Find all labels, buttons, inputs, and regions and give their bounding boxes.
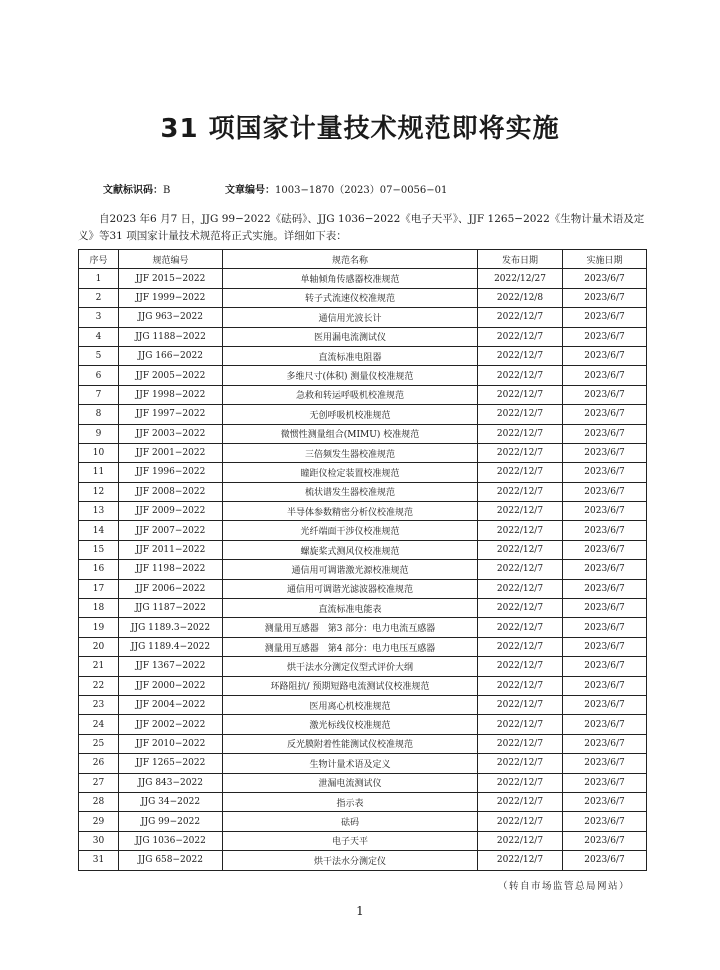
cell-seq: 27 bbox=[79, 773, 119, 792]
cell-seq: 22 bbox=[79, 676, 119, 695]
cell-code: JJG 963−2022 bbox=[119, 308, 223, 327]
table-row bbox=[79, 657, 647, 676]
cell-publish-date: 2022/12/7 bbox=[478, 502, 563, 521]
cell-seq: 6 bbox=[79, 366, 119, 385]
article-meta bbox=[103, 181, 448, 196]
cell-seq: 1 bbox=[79, 269, 119, 288]
cell-seq: 20 bbox=[79, 637, 119, 656]
cell-seq: 8 bbox=[79, 405, 119, 424]
cell-seq: 14 bbox=[79, 521, 119, 540]
cell-effective-date: 2023/6/7 bbox=[563, 851, 647, 870]
cell-seq: 24 bbox=[79, 715, 119, 734]
cell-publish-date: 2022/12/7 bbox=[478, 657, 563, 676]
cell-code: JJF 2004−2022 bbox=[119, 695, 223, 714]
table-row bbox=[79, 540, 647, 559]
cell-seq: 31 bbox=[79, 851, 119, 870]
table-row bbox=[79, 560, 647, 579]
cell-publish-date: 2022/12/7 bbox=[478, 463, 563, 482]
cell-seq: 3 bbox=[79, 308, 119, 327]
intro-text: 自2023 年6 月7 日，JJG 99−2022《砝码》、JJG 1036−2022《电子天平》、JJF 1265−2022《生物计量术语及定义》等31 项国家计量技术规范将正式实施。详细如下表： bbox=[78, 213, 645, 242]
cell-code: JJF 1999−2022 bbox=[119, 288, 223, 307]
cell-code: JJG 1188−2022 bbox=[119, 327, 223, 346]
table-row bbox=[79, 521, 647, 540]
cell-effective-date: 2023/6/7 bbox=[563, 385, 647, 404]
cell-name: 电子天平 bbox=[223, 831, 478, 850]
cell-seq: 12 bbox=[79, 482, 119, 501]
table-row bbox=[79, 715, 647, 734]
table-row bbox=[79, 424, 647, 443]
table-row bbox=[79, 482, 647, 501]
table-body bbox=[79, 269, 647, 870]
cell-code: JJG 843−2022 bbox=[119, 773, 223, 792]
table-row bbox=[79, 405, 647, 424]
table-row bbox=[79, 792, 647, 811]
cell-publish-date: 2022/12/7 bbox=[478, 734, 563, 753]
cell-seq: 16 bbox=[79, 560, 119, 579]
cell-publish-date: 2022/12/7 bbox=[478, 327, 563, 346]
cell-name: 泄漏电流测试仪 bbox=[223, 773, 478, 792]
table-row bbox=[79, 695, 647, 714]
cell-seq: 9 bbox=[79, 424, 119, 443]
cell-name: 指示表 bbox=[223, 792, 478, 811]
cell-name: 通信用可调谐激光源校准规范 bbox=[223, 560, 478, 579]
cell-seq: 15 bbox=[79, 540, 119, 559]
cell-code: JJF 2015−2022 bbox=[119, 269, 223, 288]
cell-name: 环路阻抗/ 预期短路电流测试仪校准规范 bbox=[223, 676, 478, 695]
cell-effective-date: 2023/6/7 bbox=[563, 579, 647, 598]
cell-seq: 17 bbox=[79, 579, 119, 598]
cell-effective-date: 2023/6/7 bbox=[563, 482, 647, 501]
table-row bbox=[79, 366, 647, 385]
cell-code: JJF 1997−2022 bbox=[119, 405, 223, 424]
cell-effective-date: 2023/6/7 bbox=[563, 792, 647, 811]
cell-publish-date: 2022/12/7 bbox=[478, 773, 563, 792]
cell-publish-date: 2022/12/7 bbox=[478, 521, 563, 540]
cell-effective-date: 2023/6/7 bbox=[563, 599, 647, 618]
cell-effective-date: 2023/6/7 bbox=[563, 443, 647, 462]
cell-seq: 25 bbox=[79, 734, 119, 753]
article-number-value: 1003−1870（2023）07−0056−01 bbox=[275, 185, 448, 196]
cell-effective-date: 2023/6/7 bbox=[563, 754, 647, 773]
cell-name: 瞳距仪检定装置校准规范 bbox=[223, 463, 478, 482]
cell-effective-date: 2023/6/7 bbox=[563, 773, 647, 792]
table-row bbox=[79, 734, 647, 753]
cell-name: 梳状谱发生器校准规范 bbox=[223, 482, 478, 501]
cell-publish-date: 2022/12/7 bbox=[478, 637, 563, 656]
cell-name: 反光膜附着性能测试仪校准规范 bbox=[223, 734, 478, 753]
table-row bbox=[79, 288, 647, 307]
table-row bbox=[79, 308, 647, 327]
article-number bbox=[225, 181, 447, 196]
cell-effective-date: 2023/6/7 bbox=[563, 424, 647, 443]
cell-name: 测量用互感器 第4 部分：电力电压互感器 bbox=[223, 637, 478, 656]
table-row bbox=[79, 618, 647, 637]
cell-publish-date: 2022/12/7 bbox=[478, 405, 563, 424]
cell-publish-date: 2022/12/7 bbox=[478, 851, 563, 870]
cell-name: 医用离心机校准规范 bbox=[223, 695, 478, 714]
cell-name: 多维尺寸(体积) 测量仪校准规范 bbox=[223, 366, 478, 385]
cell-seq: 23 bbox=[79, 695, 119, 714]
cell-seq: 19 bbox=[79, 618, 119, 637]
cell-publish-date: 2022/12/7 bbox=[478, 385, 563, 404]
cell-name: 激光标线仪校准规范 bbox=[223, 715, 478, 734]
cell-effective-date: 2023/6/7 bbox=[563, 676, 647, 695]
cell-publish-date: 2022/12/7 bbox=[478, 346, 563, 365]
table-row bbox=[79, 637, 647, 656]
article-title: 31 项国家计量技术规范即将实施 bbox=[160, 114, 560, 144]
doc-id-value: B bbox=[163, 185, 171, 196]
cell-name: 直流标准电阻器 bbox=[223, 346, 478, 365]
cell-seq: 13 bbox=[79, 502, 119, 521]
cell-publish-date: 2022/12/7 bbox=[478, 540, 563, 559]
cell-seq: 30 bbox=[79, 831, 119, 850]
cell-publish-date: 2022/12/7 bbox=[478, 308, 563, 327]
cell-code: JJF 2010−2022 bbox=[119, 734, 223, 753]
cell-publish-date: 2022/12/7 bbox=[478, 579, 563, 598]
cell-effective-date: 2023/6/7 bbox=[563, 521, 647, 540]
cell-code: JJF 2006−2022 bbox=[119, 579, 223, 598]
table-row bbox=[79, 385, 647, 404]
cell-seq: 28 bbox=[79, 792, 119, 811]
table-row bbox=[79, 831, 647, 850]
table-row bbox=[79, 812, 647, 831]
cell-name: 测量用互感器 第3 部分：电力电流互感器 bbox=[223, 618, 478, 637]
cell-publish-date: 2022/12/7 bbox=[478, 443, 563, 462]
cell-name: 生物计量术语及定义 bbox=[223, 754, 478, 773]
header-name: 规范名称 bbox=[223, 250, 478, 269]
cell-publish-date: 2022/12/7 bbox=[478, 715, 563, 734]
cell-effective-date: 2023/6/7 bbox=[563, 657, 647, 676]
cell-publish-date: 2022/12/7 bbox=[478, 792, 563, 811]
doc-id-label: 文献标识码： bbox=[103, 185, 163, 196]
table-row bbox=[79, 676, 647, 695]
cell-effective-date: 2023/6/7 bbox=[563, 269, 647, 288]
cell-seq: 4 bbox=[79, 327, 119, 346]
standards-table bbox=[78, 249, 647, 871]
cell-name: 烘干法水分测定仪型式评价大纲 bbox=[223, 657, 478, 676]
cell-name: 光纤端面干涉仪校准规范 bbox=[223, 521, 478, 540]
cell-name: 通信用可调谐光滤波器校准规范 bbox=[223, 579, 478, 598]
cell-name: 烘干法水分测定仪 bbox=[223, 851, 478, 870]
cell-effective-date: 2023/6/7 bbox=[563, 405, 647, 424]
cell-effective-date: 2023/6/7 bbox=[563, 715, 647, 734]
cell-effective-date: 2023/6/7 bbox=[563, 540, 647, 559]
cell-effective-date: 2023/6/7 bbox=[563, 502, 647, 521]
cell-seq: 2 bbox=[79, 288, 119, 307]
cell-name: 通信用光波长计 bbox=[223, 308, 478, 327]
cell-seq: 18 bbox=[79, 599, 119, 618]
cell-code: JJG 34−2022 bbox=[119, 792, 223, 811]
cell-publish-date: 2022/12/7 bbox=[478, 482, 563, 501]
header-seq: 序号 bbox=[79, 250, 119, 269]
table-row bbox=[79, 851, 647, 870]
cell-seq: 10 bbox=[79, 443, 119, 462]
cell-effective-date: 2023/6/7 bbox=[563, 366, 647, 385]
cell-code: JJF 2001−2022 bbox=[119, 443, 223, 462]
cell-code: JJG 1189.3−2022 bbox=[119, 618, 223, 637]
cell-publish-date: 2022/12/8 bbox=[478, 288, 563, 307]
cell-effective-date: 2023/6/7 bbox=[563, 831, 647, 850]
cell-effective-date: 2023/6/7 bbox=[563, 327, 647, 346]
cell-effective-date: 2023/6/7 bbox=[563, 734, 647, 753]
table-header bbox=[79, 250, 647, 269]
cell-code: JJG 658−2022 bbox=[119, 851, 223, 870]
cell-effective-date: 2023/6/7 bbox=[563, 463, 647, 482]
cell-seq: 29 bbox=[79, 812, 119, 831]
article-number-label: 文章编号： bbox=[225, 185, 275, 196]
source-note: （转自市场监管总局网站） bbox=[498, 881, 631, 892]
header-publish-date: 发布日期 bbox=[478, 250, 563, 269]
table-row bbox=[79, 599, 647, 618]
cell-code: JJF 2000−2022 bbox=[119, 676, 223, 695]
cell-seq: 21 bbox=[79, 657, 119, 676]
table-row bbox=[79, 327, 647, 346]
cell-name: 半导体参数精密分析仪校准规范 bbox=[223, 502, 478, 521]
table-row bbox=[79, 443, 647, 462]
table-row bbox=[79, 463, 647, 482]
cell-effective-date: 2023/6/7 bbox=[563, 618, 647, 637]
cell-code: JJF 2002−2022 bbox=[119, 715, 223, 734]
cell-code: JJF 1265−2022 bbox=[119, 754, 223, 773]
cell-publish-date: 2022/12/27 bbox=[478, 269, 563, 288]
cell-name: 螺旋桨式测风仪校准规范 bbox=[223, 540, 478, 559]
cell-seq: 5 bbox=[79, 346, 119, 365]
cell-code: JJF 2009−2022 bbox=[119, 502, 223, 521]
cell-publish-date: 2022/12/7 bbox=[478, 599, 563, 618]
cell-name: 直流标准电能表 bbox=[223, 599, 478, 618]
cell-name: 单轴倾角传感器校准规范 bbox=[223, 269, 478, 288]
cell-code: JJG 166−2022 bbox=[119, 346, 223, 365]
cell-publish-date: 2022/12/7 bbox=[478, 812, 563, 831]
table-row bbox=[79, 754, 647, 773]
cell-effective-date: 2023/6/7 bbox=[563, 695, 647, 714]
cell-effective-date: 2023/6/7 bbox=[563, 308, 647, 327]
cell-publish-date: 2022/12/7 bbox=[478, 560, 563, 579]
cell-effective-date: 2023/6/7 bbox=[563, 560, 647, 579]
cell-publish-date: 2022/12/7 bbox=[478, 424, 563, 443]
cell-seq: 11 bbox=[79, 463, 119, 482]
cell-publish-date: 2022/12/7 bbox=[478, 676, 563, 695]
cell-publish-date: 2022/12/7 bbox=[478, 754, 563, 773]
table-row bbox=[79, 579, 647, 598]
cell-code: JJG 1189.4−2022 bbox=[119, 637, 223, 656]
cell-code: JJG 1036−2022 bbox=[119, 831, 223, 850]
table-row bbox=[79, 346, 647, 365]
header-code: 规范编号 bbox=[119, 250, 223, 269]
cell-name: 无创呼吸机校准规范 bbox=[223, 405, 478, 424]
page-number: 1 bbox=[356, 904, 364, 918]
header-effective-date: 实施日期 bbox=[563, 250, 647, 269]
cell-name: 急救和转运呼吸机校准规范 bbox=[223, 385, 478, 404]
cell-publish-date: 2022/12/7 bbox=[478, 618, 563, 637]
cell-code: JJF 1198−2022 bbox=[119, 560, 223, 579]
cell-effective-date: 2023/6/7 bbox=[563, 812, 647, 831]
cell-code: JJF 2005−2022 bbox=[119, 366, 223, 385]
cell-publish-date: 2022/12/7 bbox=[478, 695, 563, 714]
cell-seq: 26 bbox=[79, 754, 119, 773]
cell-effective-date: 2023/6/7 bbox=[563, 346, 647, 365]
cell-seq: 7 bbox=[79, 385, 119, 404]
intro-paragraph bbox=[78, 211, 648, 245]
cell-code: JJF 2011−2022 bbox=[119, 540, 223, 559]
cell-code: JJF 1998−2022 bbox=[119, 385, 223, 404]
cell-publish-date: 2022/12/7 bbox=[478, 366, 563, 385]
cell-publish-date: 2022/12/7 bbox=[478, 831, 563, 850]
cell-code: JJG 1187−2022 bbox=[119, 599, 223, 618]
cell-effective-date: 2023/6/7 bbox=[563, 637, 647, 656]
table-row bbox=[79, 773, 647, 792]
cell-name: 微惯性测量组合(MIMU) 校准规范 bbox=[223, 424, 478, 443]
cell-code: JJF 2008−2022 bbox=[119, 482, 223, 501]
table-row bbox=[79, 502, 647, 521]
cell-code: JJG 99−2022 bbox=[119, 812, 223, 831]
table-row bbox=[79, 269, 647, 288]
cell-code: JJF 1996−2022 bbox=[119, 463, 223, 482]
cell-name: 医用漏电流测试仪 bbox=[223, 327, 478, 346]
cell-name: 三倍频发生器校准规范 bbox=[223, 443, 478, 462]
cell-name: 砝码 bbox=[223, 812, 478, 831]
cell-code: JJF 1367−2022 bbox=[119, 657, 223, 676]
cell-code: JJF 2007−2022 bbox=[119, 521, 223, 540]
cell-effective-date: 2023/6/7 bbox=[563, 288, 647, 307]
header-row bbox=[79, 250, 647, 269]
cell-name: 转子式流速仪校准规范 bbox=[223, 288, 478, 307]
cell-code: JJF 2003−2022 bbox=[119, 424, 223, 443]
